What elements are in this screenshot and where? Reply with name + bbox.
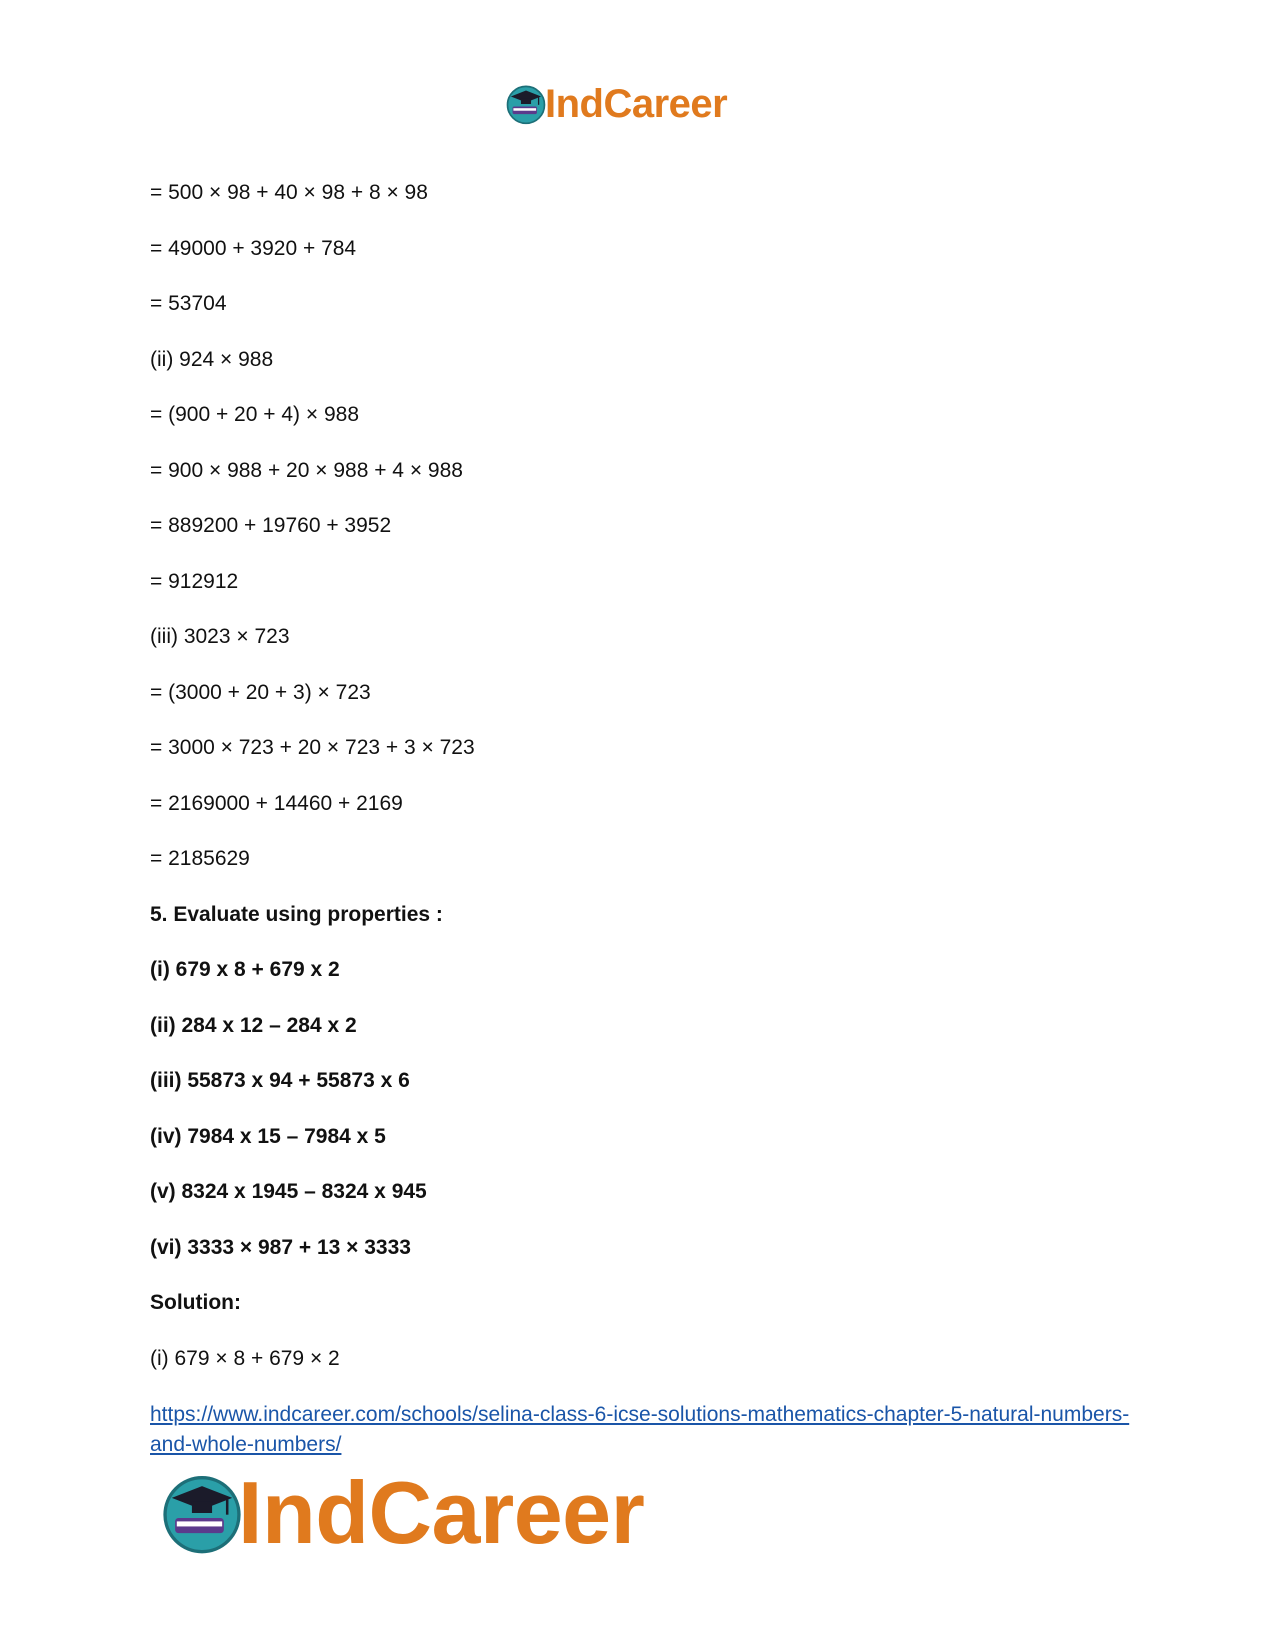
question-line: (i) 679 x 8 + 679 x 2 <box>150 958 340 981</box>
question-line: 5. Evaluate using properties : <box>150 903 443 926</box>
solution-line: = 2169000 + 14460 + 2169 <box>150 792 403 815</box>
brand-name: IndCareer <box>545 82 728 126</box>
question-line: Solution: <box>150 1291 241 1314</box>
solution-line: (iii) 3023 × 723 <box>150 625 290 648</box>
solution-line: (i) 679 × 8 + 679 × 2 <box>150 1347 340 1370</box>
graduation-cap-book-icon <box>505 83 547 125</box>
solution-line: = 500 × 98 + 40 × 98 + 8 × 98 <box>150 181 428 204</box>
solution-line: = 49000 + 3920 + 784 <box>150 237 357 260</box>
graduation-cap-book-icon <box>160 1471 244 1555</box>
solution-line: = 912912 <box>150 570 239 593</box>
question-line: (iv) 7984 x 15 – 7984 x 5 <box>150 1125 386 1148</box>
question-line: (iii) 55873 x 94 + 55873 x 6 <box>150 1069 410 1092</box>
footer-logo <box>160 1463 645 1562</box>
source-url-link[interactable]: https://www.indcareer.com/schools/selina-class-6-icse-solutions-mathematics-chapter-5-natural-numbers-and-whole-numbers/ <box>150 1403 1130 1456</box>
solution-line: = (900 + 20 + 4) × 988 <box>150 403 359 426</box>
solution-line: = 900 × 988 + 20 × 988 + 4 × 988 <box>150 459 463 482</box>
solution-line: = 2185629 <box>150 847 250 870</box>
solution-line: = (3000 + 20 + 3) × 723 <box>150 681 371 704</box>
header-logo <box>505 80 727 128</box>
solution-line: = 53704 <box>150 292 227 315</box>
question-line: (ii) 284 x 12 – 284 x 2 <box>150 1014 357 1037</box>
solution-line: = 3000 × 723 + 20 × 723 + 3 × 723 <box>150 736 475 759</box>
solution-line: (ii) 924 × 988 <box>150 348 274 371</box>
question-line: (v) 8324 x 1945 – 8324 x 945 <box>150 1180 427 1203</box>
brand-name: IndCareer <box>238 1463 645 1562</box>
question-line: (vi) 3333 × 987 + 13 × 3333 <box>150 1236 411 1259</box>
solution-line: = 889200 + 19760 + 3952 <box>150 514 392 537</box>
